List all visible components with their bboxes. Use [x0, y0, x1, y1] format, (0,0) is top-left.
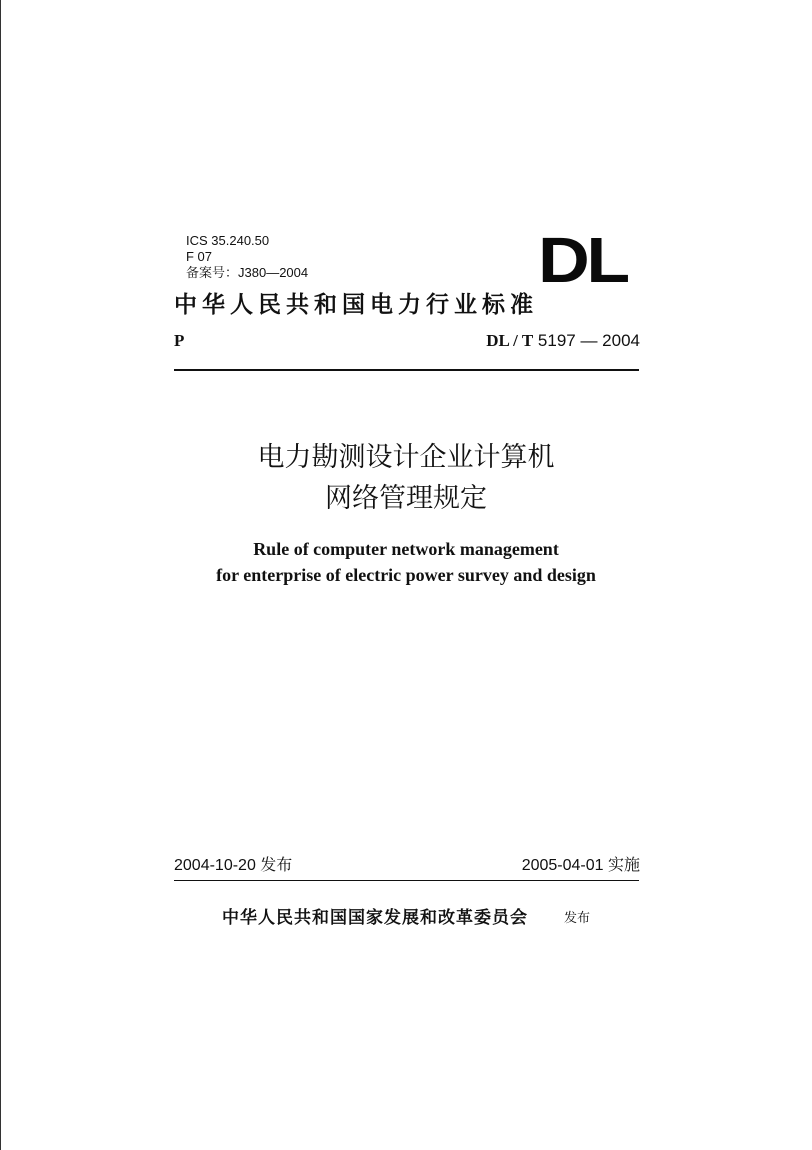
ics-code: ICS 35.240.50: [186, 233, 270, 248]
title-chinese-line-1: 电力勘测设计企业计算机: [257, 442, 555, 473]
title-chinese-line-2: 网络管理规定: [325, 483, 487, 514]
record-number: 备案号：J380—2004: [186, 265, 309, 280]
standard-number: [486, 330, 640, 352]
standard-code: DL / T: [486, 331, 534, 350]
title-english-line-2: for enterprise of electric power survey and design: [216, 565, 596, 585]
publisher-action: 发布: [564, 911, 591, 926]
issue-date: 2004-10-20 发布: [174, 857, 293, 874]
title-english-line-1: Rule of computer network management: [253, 539, 559, 559]
header-divider: [174, 369, 639, 371]
standard-type-header: 中华人民共和国电力行业标准: [174, 291, 538, 318]
standard-number-value: 5197 — 2004: [537, 331, 640, 350]
standard-prefix: P: [174, 331, 185, 350]
effective-date: 2005-04-01 实施: [521, 857, 640, 874]
classification-code: F 07: [186, 249, 213, 264]
dl-logo: DL: [538, 224, 627, 296]
publisher-name: 中华人民共和国国家发展和改革委员会: [222, 908, 528, 928]
footer-divider: [174, 880, 639, 881]
